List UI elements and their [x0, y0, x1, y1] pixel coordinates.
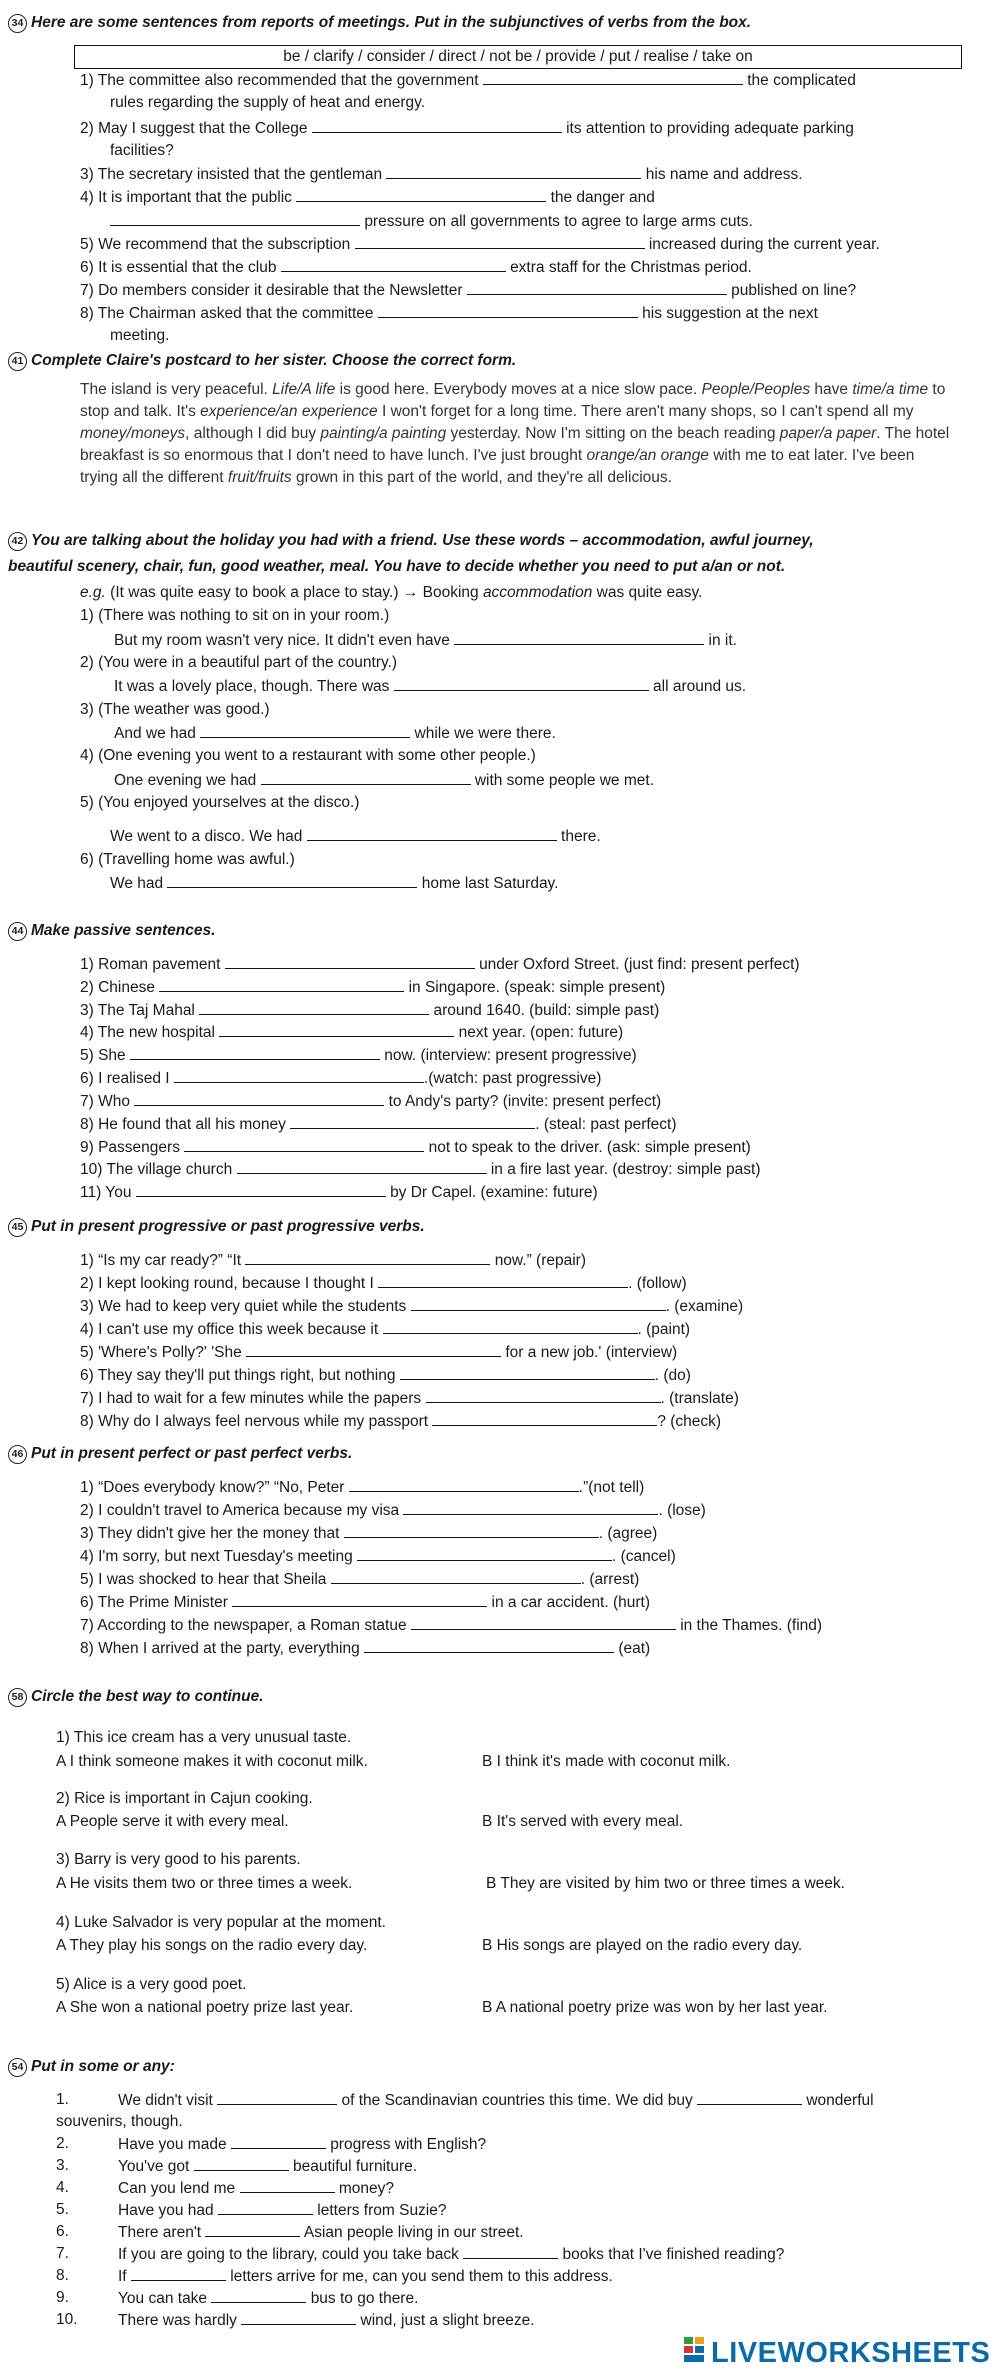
answer-blank[interactable]	[378, 1273, 628, 1288]
section-title: Put in present perfect or past perfect verbs.	[31, 1445, 353, 1462]
answer-blank[interactable]	[344, 1523, 599, 1538]
question-line: 4) The new hospital next year. (open: future)	[80, 1024, 624, 1041]
answer-blank[interactable]	[211, 2288, 306, 2303]
question-line: 2) I kept looking round, because I thought I . (follow)	[80, 1275, 687, 1292]
section-42-heading-cont: beautiful scenery, chair, fun, good weather, meal. You have to decide whether you need to put a/an or not.	[8, 558, 786, 575]
section-number-badge: 58	[8, 1688, 27, 1707]
answer-blank[interactable]	[296, 187, 546, 202]
item-number: 8.	[56, 2267, 69, 2284]
question-line: 8) Why do I always feel nervous while my passport ? (check)	[80, 1413, 722, 1430]
question-line: 7) Who to Andy's party? (invite: present perfect)	[80, 1093, 662, 1110]
answer-blank[interactable]	[131, 2266, 226, 2281]
option-b[interactable]: B I think it's made with coconut milk.	[482, 1753, 731, 1770]
question-line: 4) (One evening you went to a restaurant with some other people.)	[80, 747, 536, 764]
answer-blank[interactable]	[349, 1477, 579, 1492]
question-line: 5) We recommend that the subscription increased during the current year.	[80, 236, 880, 253]
item-number: 7.	[56, 2245, 69, 2262]
option-b[interactable]: B It's served with every meal.	[482, 1813, 684, 1830]
question-line: 6) I realised I .(watch: past progressive)	[80, 1070, 602, 1087]
section-number-badge: 42	[8, 532, 27, 551]
option-a[interactable]: A They play his songs on the radio every day.	[56, 1937, 368, 1954]
question-line: 6) It is essential that the club extra staff for the Christmas period.	[80, 259, 752, 276]
answer-blank[interactable]	[205, 2222, 300, 2237]
item-number: 2.	[56, 2135, 69, 2152]
question-line: 1) (There was nothing to sit on in your room.)	[80, 607, 390, 624]
question-line: meeting.	[110, 327, 170, 344]
question-line: 6) (Travelling home was awful.)	[80, 851, 295, 868]
question-line: We went to a disco. We had there.	[110, 828, 601, 845]
answer-blank[interactable]	[357, 1546, 612, 1561]
question-line: 3) (The weather was good.)	[80, 701, 270, 718]
question-line: 4) I can't use my office this week because it . (paint)	[80, 1321, 691, 1338]
example-line: e.g. (It was quite easy to book a place to stay.) → Booking accommodation was quite easy.	[80, 584, 703, 601]
prompt-line: 5) Alice is a very good poet.	[56, 1976, 247, 1993]
answer-blank[interactable]	[159, 977, 404, 992]
answer-blank[interactable]	[312, 118, 562, 133]
section-44-heading	[8, 922, 215, 941]
question-line: If letters arrive for me, can you send them to this address.	[118, 2268, 613, 2285]
section-58-heading	[8, 1688, 264, 1707]
question-line: Can you lend me money?	[118, 2180, 394, 2197]
choice-option[interactable]: painting/a painting	[320, 425, 447, 442]
answer-blank[interactable]	[378, 303, 638, 318]
option-a[interactable]: A I think someone makes it with coconut milk.	[56, 1753, 368, 1770]
question-line: 1) “Is my car ready?” “It now.” (repair)	[80, 1252, 586, 1269]
question-line: 8) He found that all his money . (steal: past perfect)	[80, 1116, 677, 1133]
question-line: Have you made progress with English?	[118, 2136, 487, 2153]
verb-word-box: be / clarify / consider / direct / not be / provide / put / realise / take on	[74, 45, 962, 69]
question-line: 5) I was shocked to hear that Sheila . (arrest)	[80, 1571, 640, 1588]
question-line: 8) The Chairman asked that the committee his suggestion at the next	[80, 305, 818, 322]
question-line: 11) You by Dr Capel. (examine: future)	[80, 1184, 598, 1201]
question-line: 7) I had to wait for a few minutes while the papers . (translate)	[80, 1390, 739, 1407]
answer-blank[interactable]	[246, 1342, 501, 1357]
section-34-heading	[8, 14, 751, 33]
section-title: Make passive sentences.	[31, 922, 216, 939]
section-number-badge: 46	[8, 1445, 27, 1464]
question-line: 9) Passengers not to speak to the driver. (ask: simple present)	[80, 1139, 751, 1156]
answer-blank[interactable]	[432, 1411, 657, 1426]
answer-blank[interactable]	[167, 873, 417, 888]
question-line: 3) The Taj Mahal around 1640. (build: simple past)	[80, 1002, 660, 1019]
choice-option[interactable]: orange/an orange	[586, 447, 709, 464]
section-title: Put in some or any:	[31, 2058, 175, 2075]
section-45-heading	[8, 1218, 425, 1237]
section-number-badge: 34	[8, 14, 27, 33]
section-41-heading	[8, 352, 516, 371]
question-line: Have you had letters from Suzie?	[118, 2202, 447, 2219]
answer-blank[interactable]	[199, 1000, 429, 1015]
option-b[interactable]: B They are visited by him two or three times a week.	[486, 1875, 845, 1892]
question-line: And we had while we were there.	[114, 725, 556, 742]
answer-blank[interactable]	[400, 1365, 655, 1380]
question-line: rules regarding the supply of heat and energy.	[110, 94, 426, 111]
answer-blank[interactable]	[281, 257, 506, 272]
answer-blank[interactable]	[331, 1569, 581, 1584]
choice-option[interactable]: People/Peoples	[701, 381, 811, 398]
choice-option[interactable]: time/a time	[852, 381, 929, 398]
question-line: There aren't Asian people living in our street.	[118, 2224, 524, 2241]
answer-blank[interactable]	[411, 1615, 676, 1630]
section-title: Here are some sentences from reports of meetings. Put in the subjunctives of verbs from the box.	[31, 14, 752, 31]
question-line: souvenirs, though.	[56, 2113, 183, 2130]
answer-blank[interactable]	[136, 1182, 386, 1197]
section-title: Put in present progressive or past progressive verbs.	[31, 1218, 425, 1235]
answer-blank[interactable]	[245, 1250, 490, 1265]
answer-blank[interactable]	[290, 1114, 535, 1129]
question-line: We didn't visit of the Scandinavian countries this time. We did buy wonderful	[118, 2092, 874, 2109]
answer-blank[interactable]	[200, 723, 410, 738]
answer-blank[interactable]	[231, 2134, 326, 2149]
question-line: facilities?	[110, 142, 174, 159]
question-line: 8) When I arrived at the party, everything (eat)	[80, 1640, 651, 1657]
item-number: 9.	[56, 2289, 69, 2306]
section-title: You are talking about the holiday you had with a friend. Use these words – accommodation, awful journey,	[31, 532, 814, 549]
prompt-line: 1) This ice cream has a very unusual taste.	[56, 1729, 352, 1746]
question-line: 2) I couldn't travel to America because my visa . (lose)	[80, 1502, 706, 1519]
question-line: 1) The committee also recommended that the government the complicated	[80, 72, 856, 89]
choice-option[interactable]: money/moneys	[80, 425, 186, 442]
section-number-badge: 54	[8, 2058, 27, 2077]
question-line: 1) “Does everybody know?” “No, Peter .”(not tell)	[80, 1479, 645, 1496]
logo-text: LIVEWORKSHEETS	[711, 2337, 991, 2369]
section-number-badge: 45	[8, 1218, 27, 1237]
choice-option[interactable]: fruit/fruits	[227, 469, 292, 486]
section-42-heading	[8, 532, 814, 551]
answer-blank[interactable]	[697, 2090, 802, 2105]
answer-blank[interactable]	[426, 1388, 661, 1403]
section-number-badge: 41	[8, 352, 27, 371]
answer-blank[interactable]	[237, 1159, 487, 1174]
question-line: If you are going to the library, could you take back books that I've finished reading?	[118, 2246, 785, 2263]
question-line: 3) We had to keep very quiet while the students . (examine)	[80, 1298, 744, 1315]
answer-blank[interactable]	[241, 2310, 356, 2325]
prompt-line: 2) Rice is important in Cajun cooking.	[56, 1790, 313, 1807]
answer-blank[interactable]	[225, 954, 475, 969]
item-number: 4.	[56, 2179, 69, 2196]
answer-blank[interactable]	[232, 1592, 487, 1607]
question-line: 5) She now. (interview: present progressive)	[80, 1047, 637, 1064]
section-number-badge: 44	[8, 922, 27, 941]
choice-option[interactable]: paper/a paper	[779, 425, 877, 442]
answer-blank[interactable]	[483, 70, 743, 85]
prompt-line: 4) Luke Salvador is very popular at the moment.	[56, 1914, 386, 1931]
question-line: 10) The village church in a fire last year. (destroy: simple past)	[80, 1161, 761, 1178]
option-b[interactable]: B His songs are played on the radio every day.	[482, 1937, 803, 1954]
item-number: 10.	[56, 2311, 78, 2328]
option-b[interactable]: B A national poetry prize was won by her last year.	[482, 1999, 828, 2016]
question-line: 6) The Prime Minister in a car accident. (hurt)	[80, 1594, 651, 1611]
liveworksheets-logo	[684, 2337, 990, 2371]
question-line: We had home last Saturday.	[110, 875, 559, 892]
option-a[interactable]: A She won a national poetry prize last year.	[56, 1999, 354, 2016]
answer-blank[interactable]	[217, 2090, 337, 2105]
option-a[interactable]: A He visits them two or three times a week.	[56, 1875, 353, 1892]
answer-blank[interactable]	[134, 1091, 384, 1106]
section-title: Complete Claire's postcard to her sister. Choose the correct form.	[31, 352, 517, 369]
prompt-line: 3) Barry is very good to his parents.	[56, 1851, 301, 1868]
answer-blank[interactable]	[218, 2200, 313, 2215]
item-number: 1.	[56, 2091, 69, 2108]
question-line: 4) I'm sorry, but next Tuesday's meeting . (cancel)	[80, 1548, 676, 1565]
choice-option[interactable]: experience/an experience	[200, 403, 378, 420]
answer-blank[interactable]	[394, 676, 649, 691]
answer-blank[interactable]	[261, 770, 471, 785]
answer-blank[interactable]	[174, 1068, 424, 1083]
item-number: 3.	[56, 2157, 69, 2174]
item-number: 5.	[56, 2201, 69, 2218]
answer-blank[interactable]	[403, 1500, 658, 1515]
question-line: You've got beautiful furniture.	[118, 2158, 418, 2175]
choice-option[interactable]: Life/A life	[272, 381, 336, 398]
answer-blank[interactable]	[463, 2244, 558, 2259]
answer-blank[interactable]	[411, 1296, 666, 1311]
question-line: 5) 'Where's Polly?' 'She for a new job.' (interview)	[80, 1344, 678, 1361]
answer-blank[interactable]	[307, 826, 557, 841]
question-line: 7) According to the newspaper, a Roman statue in the Thames. (find)	[80, 1617, 823, 1634]
item-number: 6.	[56, 2223, 69, 2240]
question-line: 6) They say they'll put things right, but nothing . (do)	[80, 1367, 691, 1384]
answer-blank[interactable]	[184, 1137, 424, 1152]
question-line: 2) Chinese in Singapore. (speak: simple present)	[80, 979, 666, 996]
question-line: 3) The secretary insisted that the gentleman his name and address.	[80, 166, 803, 183]
question-line: It was a lovely place, though. There was all around us.	[114, 678, 747, 695]
answer-blank[interactable]	[355, 234, 645, 249]
postcard-text: The island is very peaceful. Life/A life is good here. Everybody moves at a nice slow pace. People/Peoples have time/a time to stop and talk. It's experience/an experience I won't forget for a long time. There aren't many shops, so I can't spend all my money/moneys, although I did buy painting/a painting yesterday. Now I'm sitting on the beach reading paper/a paper. The hotel breakfast is so enormous that I don't need to have lunch. I've just brought orange/an orange with me to eat later. I've been trying all the different fruit/fruits grown in this part of the world, and they're all delicious.	[80, 381, 950, 486]
question-line: 2) (You were in a beautiful part of the country.)	[80, 654, 398, 671]
question-line: There was hardly wind, just a slight breeze.	[118, 2312, 535, 2329]
section-54-heading	[8, 2058, 175, 2077]
question-line: 2) May I suggest that the College its attention to providing adequate parking	[80, 120, 854, 137]
answer-blank[interactable]	[219, 1022, 454, 1037]
question-line: But my room wasn't very nice. It didn't even have in it.	[114, 632, 737, 649]
answer-blank[interactable]	[110, 211, 360, 226]
section-title: Circle the best way to continue.	[31, 1688, 264, 1705]
question-line: 1) Roman pavement under Oxford Street. (just find: present perfect)	[80, 956, 800, 973]
option-a[interactable]: A People serve it with every meal.	[56, 1813, 289, 1830]
question-line: 5) (You enjoyed yourselves at the disco.)	[80, 794, 360, 811]
section-46-heading	[8, 1445, 352, 1464]
answer-blank[interactable]	[383, 1319, 638, 1334]
answer-blank[interactable]	[130, 1045, 380, 1060]
question-line: 4) It is important that the public the danger and	[80, 189, 655, 206]
question-line: One evening we had with some people we met.	[114, 772, 655, 789]
answer-blank[interactable]	[454, 630, 704, 645]
answer-blank[interactable]	[240, 2178, 335, 2193]
question-line: 3) They didn't give her the money that . (agree)	[80, 1525, 658, 1542]
answer-blank[interactable]	[467, 280, 727, 295]
question-line: You can take bus to go there.	[118, 2290, 419, 2307]
answer-blank[interactable]	[386, 164, 641, 179]
question-line: pressure on all governments to agree to large arms cuts.	[110, 211, 753, 232]
question-line: 7) Do members consider it desirable that the Newsletter published on line?	[80, 282, 857, 299]
answer-blank[interactable]	[364, 1638, 614, 1653]
answer-blank[interactable]	[194, 2156, 289, 2171]
liveworksheets-logo-icon	[684, 2337, 706, 2371]
